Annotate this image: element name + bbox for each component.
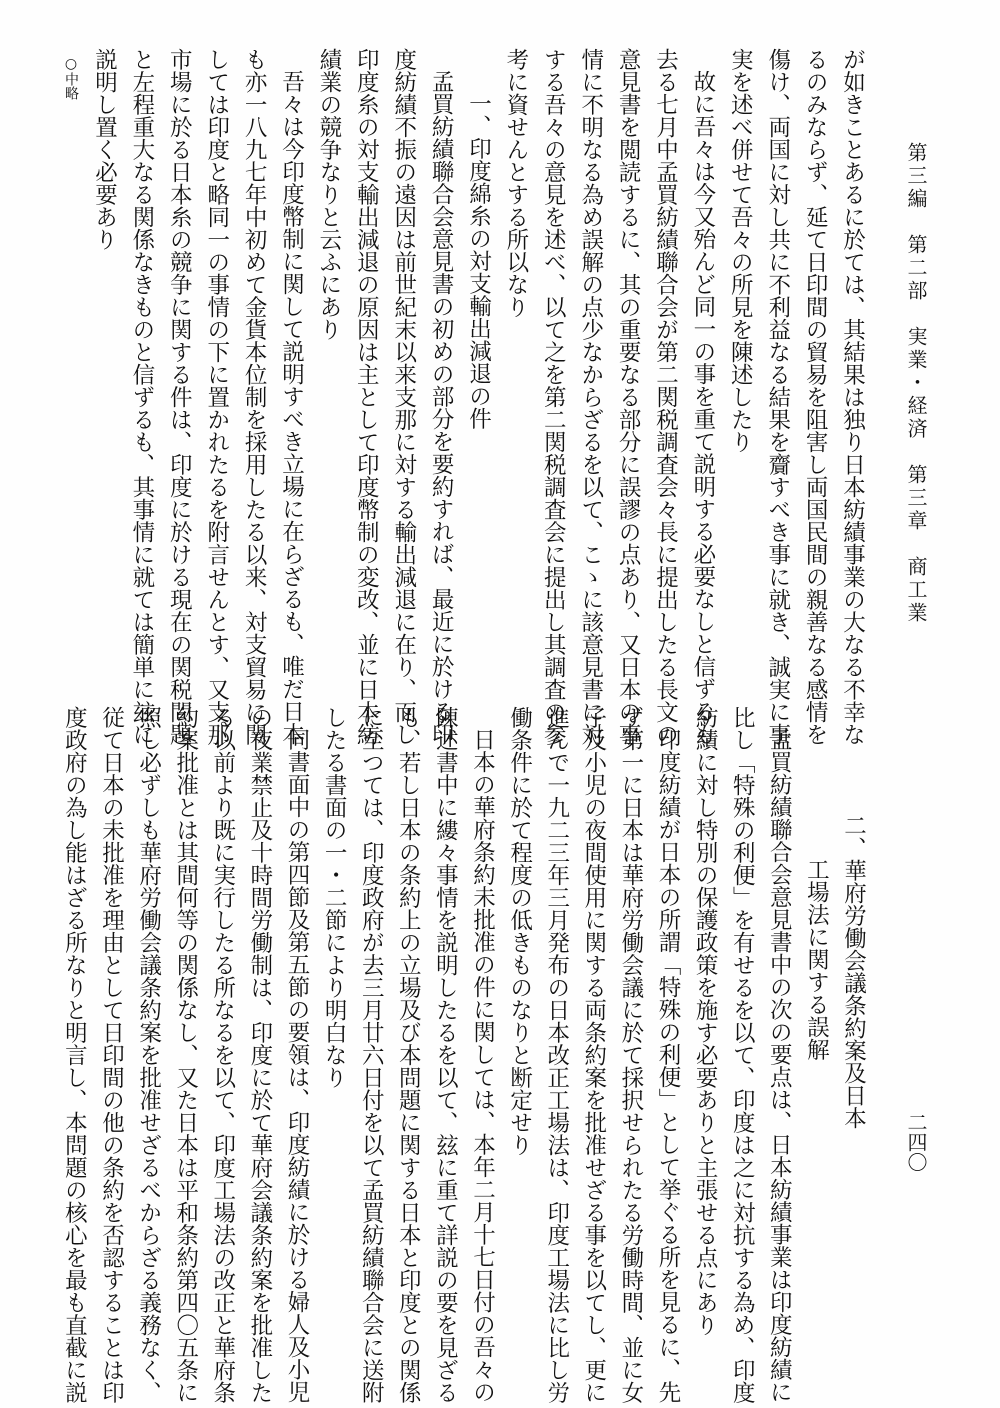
upper-line: 吾々は今印度幣制に関して説明すべき立場に在らざるも、唯だ日本 xyxy=(278,70,305,745)
lower-line: の夜業禁止及十時間労働制は、印度に於て華府会議条約案を批准した xyxy=(246,706,273,1404)
lower-line: 同書面中の第四節及第五節の要領は、印度紡績に於ける婦人及小児 xyxy=(284,728,310,1403)
upper-line: しては印度と略同一の事情の下に置かれたるを附言せんとす、又支那 xyxy=(203,48,230,746)
lower-line: 紡績に対し特別の保護政策を施す必要ありと主張せる点にあり xyxy=(692,706,719,1336)
lower-line: 二、華府労働会議条約案及日本 xyxy=(840,814,867,1129)
upper-line: する吾々の意見を述べ、以て之を第二関税調査会に提出し其調査の参 xyxy=(540,48,567,746)
upper-line: 印度糸の対支輸出減退の原因は主として印度幣制の変改、並に日本紡 xyxy=(353,48,380,746)
lower-line: 印度紡績が日本の所謂「特殊の利便」として挙ぐる所を見るに、先 xyxy=(655,728,681,1403)
lower-line: 進んで一九二三年三月発布の日本改正工場法は、印度工場法に比し労 xyxy=(543,706,570,1404)
lower-line: 子及小児の夜間使用に関する両条約案を批准せざる事を以てし、更に xyxy=(580,706,607,1404)
upper-line: 考に資せんとする所以なり xyxy=(502,48,529,318)
upper-line: 去る七月中孟買紡績聯合会が第二関税調査会々長に提出したる長文の xyxy=(652,48,679,746)
upper-line: 説明し置く必要あり xyxy=(91,48,118,251)
running-head: 第三編 第二部 実業・経済 第三章 商工業 xyxy=(904,142,928,625)
lower-line: 度政府の為し能はざる所なりと明言し、本問題の核心を最も直截に説 xyxy=(61,706,88,1404)
lower-line: る以前より既に実行したる所なるを以て、印度工場法の改正と華府条 xyxy=(209,706,236,1404)
page-number: 二四〇 xyxy=(904,1112,928,1172)
lower-line: に至つては、印度政府が去三月廿六日付を以て孟買紡績聯合会に送附 xyxy=(358,706,385,1404)
upper-line: 孟買紡績聯合会意見書の初めの部分を要約すれば、最近に於ける印 xyxy=(428,70,455,745)
lower-line: 比し「特殊の利便」を有せるを以て、印度は之に対抗する為め、印度 xyxy=(729,706,756,1404)
lower-line: 約案批准とは其間何等の関係なし、又た日本は平和条約第四〇五条に xyxy=(172,706,199,1404)
upper-line: 意見書を閲読するに、其の重要なる部分に誤謬の点あり、又日本の事 xyxy=(615,48,642,746)
lower-line: 孟買紡績聯合会意見書中の次の要点は、日本紡績事業は印度紡績に xyxy=(766,728,793,1403)
lower-line: も、若し日本の条約上の立場及び本問題に関する日本と印度との関係 xyxy=(395,706,422,1404)
upper-line: るのみならず、延て日印間の貿易を阻害し両国民間の親善なる感情を xyxy=(802,48,829,746)
upper-line: 実を述べ併せて吾々の所見を陳述したり xyxy=(727,48,754,453)
upper-line: が如きことあるに於ては、其結果は独り日本紡績事業の大なる不幸な xyxy=(839,48,866,746)
upper-line: 市場に於る日本糸の競争に関する件は、印度に於ける現在の関税問題 xyxy=(166,48,193,746)
upper-line: 傷け、両国に対し共に不利益なる結果を齎すべき事に就き、誠実に事 xyxy=(764,48,791,746)
omission-note: ○中略 xyxy=(63,56,79,100)
upper-line: と左程重大なる関係なきものと信ずるも、其事情に就ては簡単に玆に xyxy=(128,48,155,746)
upper-line: も亦一八九七年中初めて金貨本位制を採用したる以来、対支貿易に関 xyxy=(241,48,268,746)
lower-line: 働条件に於て程度の低きものなりと断定せり xyxy=(506,706,533,1156)
upper-line: 績業の競争なりと云ふにあり xyxy=(315,48,342,341)
lower-line: 日本の華府条約未批准の件に関しては、本年二月十七日付の吾々の xyxy=(469,728,496,1403)
lower-line: 工場法に関する誤解 xyxy=(803,858,830,1061)
upper-line: 故に吾々は今又殆んど同一の事を重て説明する必要なしと信ずるも xyxy=(689,70,716,745)
lower-line: 照し必ずしも華府労働会議条約案を批准せざるべからざる義務なく、 xyxy=(135,706,162,1404)
lower-line: 従て日本の未批准を理由として日印間の他の条約を否認することは印 xyxy=(98,706,125,1404)
upper-line: 情に不明なる為め誤解の点少なからざるを以て、こゝに該意見書に対 xyxy=(577,48,604,746)
lower-line: 陳述書中に縷々事情を説明したるを以て、玆に重て詳説の要を見ざる xyxy=(432,706,459,1404)
upper-line: 一、印度綿糸の対支輸出減退の件 xyxy=(465,92,492,430)
lower-line: ず第一に日本は華府労働会議に於て採択せられたる労働時間、並に女 xyxy=(617,706,644,1404)
lower-line: したる書面の一・二節により明白なり xyxy=(321,706,348,1089)
upper-line: 度紡績不振の遠因は前世紀末以来支那に対する輸出減退に在り、而し xyxy=(390,48,417,746)
